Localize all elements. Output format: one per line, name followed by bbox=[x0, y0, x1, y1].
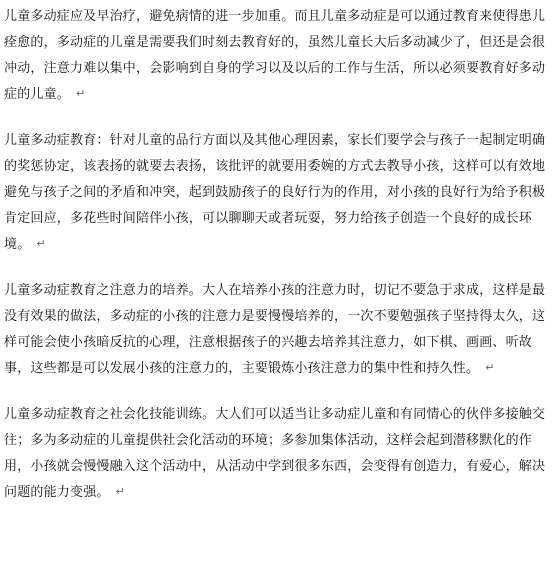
paragraph-mark-icon: ↵ bbox=[485, 361, 495, 374]
paragraph-2 bbox=[4, 128, 555, 258]
paragraph-mark-icon: ↵ bbox=[76, 87, 86, 100]
paragraph-4-text: 儿童多动症教育之社会化技能训练。大人们可以适当让多动症儿童和有同情心的伙伴多接触交往；多为多动症的儿童提供社会化活动的环境；多参加集体活动，这样会起到潜移默化的作用，小孩就会慢慢融入这个活动中，从活动中学到很多东西，会变得有创造力，有爱心，解决问题的能力变强。 bbox=[4, 407, 546, 500]
paragraph-mark-icon: ↵ bbox=[115, 485, 126, 498]
paragraph-3-text: 儿童多动症教育之注意力的培养。大人在培养小孩的注意力时，切记不要急于求成，这样是最没有效果的做法，多动症的小孩的注意力是要慢慢培养的，一次不要勉强孩子坚持得太久，这样可能会使小孩暗反抗的心理，注意根据孩子的兴趣去培养其注意力，如下棋、画画、听故事，这些都是可以发展小孩的注意力的，主要锻炼小孩注意力的集中性和持久性。 bbox=[4, 283, 546, 376]
paragraph-1 bbox=[4, 4, 555, 108]
paragraph-3 bbox=[4, 278, 555, 382]
paragraph-1-text: 儿童多动症应及早治疗，避免病情的进一步加重。而且儿童多动症是可以通过教育来使得患儿痊愈的，多动症的儿童是需要我们时刻去教育好的，虽然儿童长大后多动减少了，但还是会很冲动，注意力难以集中，会影响到自身的学习以及以后的工作与生活，所以必须要教育好多动症的儿童。 bbox=[4, 9, 546, 102]
paragraph-2-text: 儿童多动症教育：针对儿童的品行方面以及其他心理因素，家长们要学会与孩子一起制定明确的奖惩协定，该表扬的就要去表扬，该批评的就要用委婉的方式去教导小孩，这样可以有效地避免与孩子之间的矛盾和冲突，起到鼓励孩子的良好行为的作用，对小孩的良好行为给予积极肯定回应，多花些时间陪伴小孩，可以聊聊天或者玩耍，努力给孩子创造一个良好的成长环境。 bbox=[4, 133, 546, 252]
paragraph-mark-icon: ↵ bbox=[36, 237, 46, 250]
paragraph-4 bbox=[4, 402, 555, 506]
